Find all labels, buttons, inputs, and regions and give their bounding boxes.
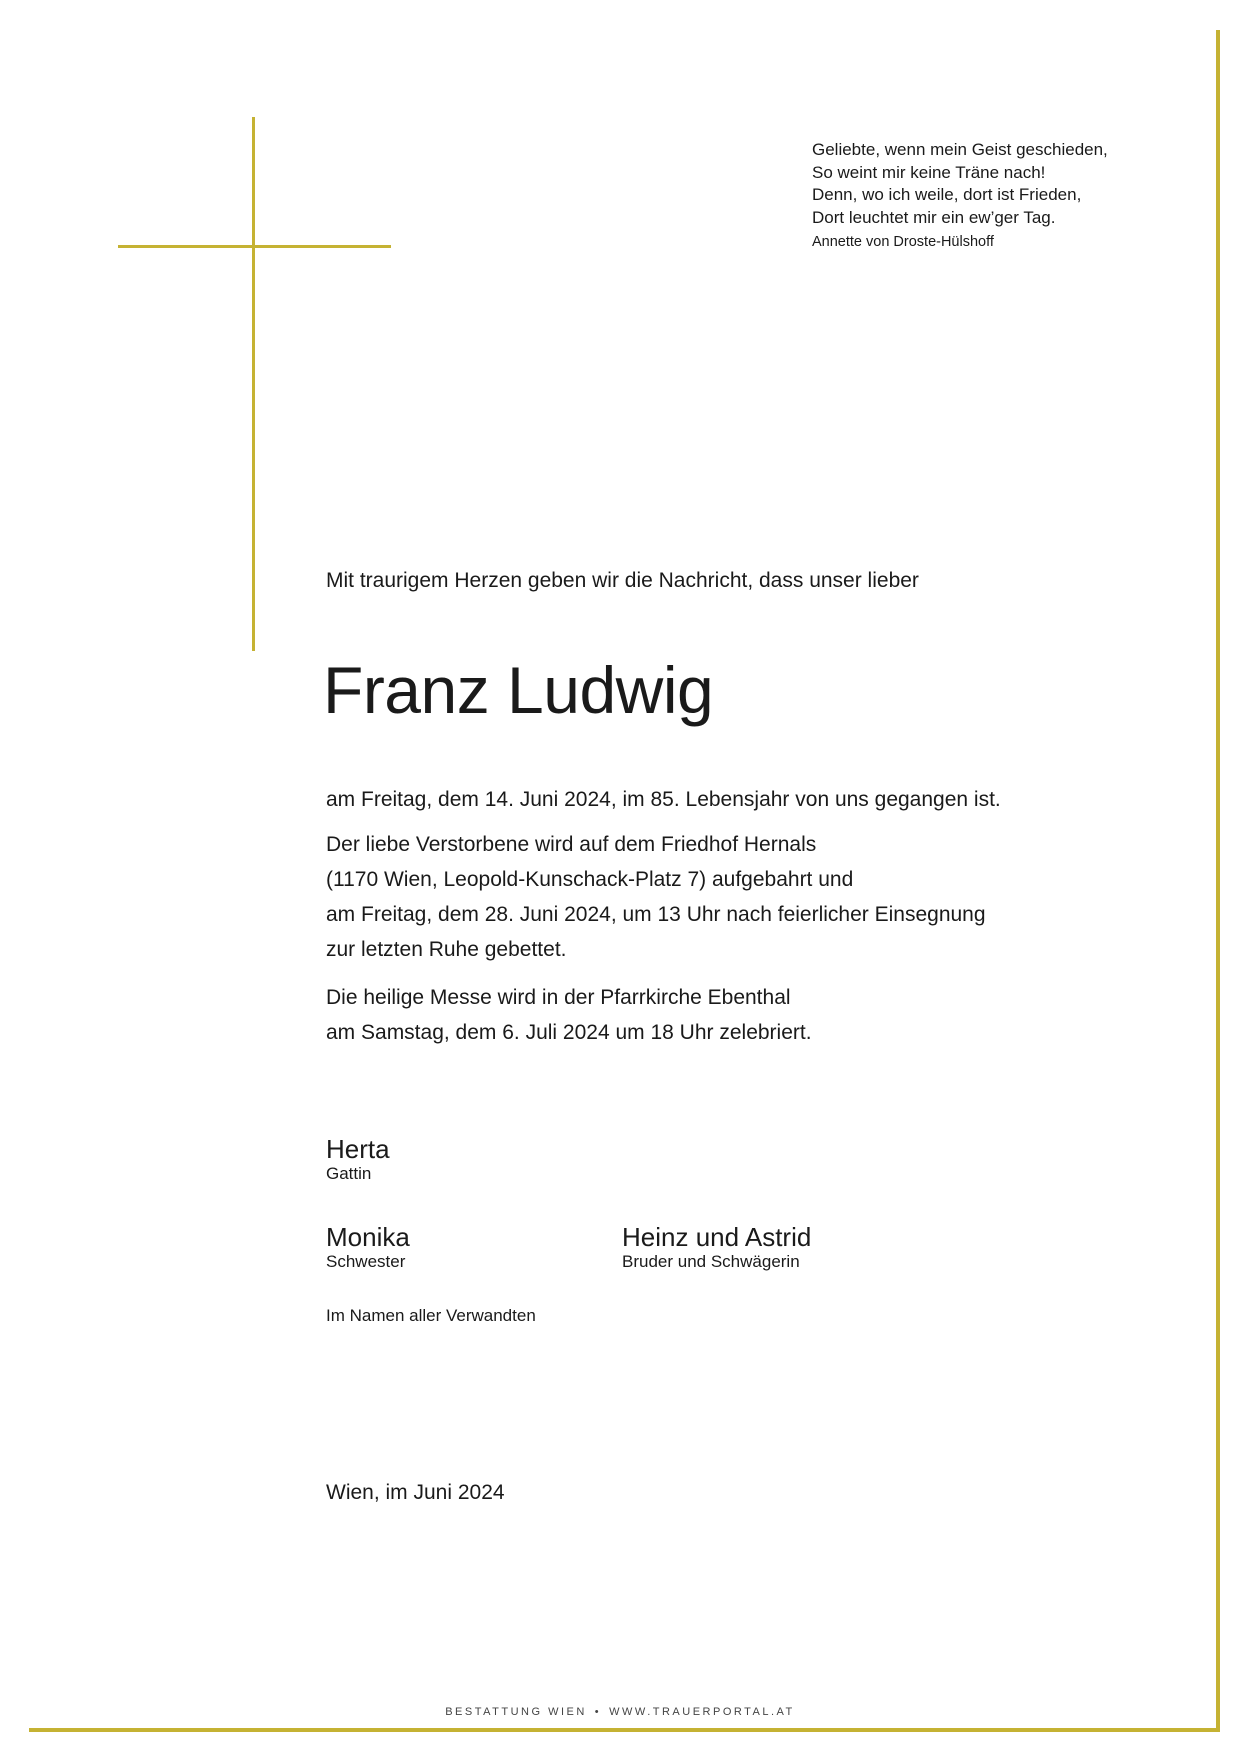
mourner-name: Heinz und Astrid [622,1222,812,1252]
mourner [622,1222,811,1272]
mourner [326,1222,410,1272]
mourner-relation: Schwester [326,1252,406,1271]
death-date-paragraph [326,782,1001,817]
place-date: Wien, im Juni 2024 [326,1481,505,1504]
footer-separator: • [594,1706,602,1718]
poem-line: Geliebte, wenn mein Geist geschieden, [812,140,1108,159]
poem-line: Dort leuchtet mir ein ew’ger Tag. [812,207,1056,227]
poem-line: Denn, wo ich weile, dort ist Frieden, [812,185,1082,204]
footer-website: WWW.TRAUERPORTAL.AT [609,1706,795,1718]
text-line: am Samstag, dem 6. Juli 2024 um 18 Uhr zelebriert. [326,1021,812,1044]
deceased-name: Franz Ludwig [323,653,714,727]
mourner-relation: Bruder und Schwägerin [622,1252,800,1271]
frame-bottom-border [29,1728,1220,1732]
footer-company: BESTATTUNG WIEN [445,1706,587,1718]
announcement-intro: Mit traurigem Herzen geben wir die Nachricht, dass unser lieber [326,569,919,592]
mourner-name: Herta [326,1134,390,1164]
text-line: Die heilige Messe wird in der Pfarrkirche Ebenthal [326,986,791,1009]
poem-author: Annette von Droste-Hülshoff [812,234,994,250]
mourner-name: Monika [326,1222,410,1252]
poem [812,139,1108,254]
text-line: am Freitag, dem 14. Juni 2024, im 85. Lebensjahr von uns gegangen ist. [326,788,1001,811]
frame-right-border [1216,30,1220,1732]
footer [0,1706,1240,1718]
text-line: zur letzten Ruhe gebettet. [326,938,567,961]
poem-line: So weint mir keine Träne nach! [812,162,1046,182]
mourner [326,1134,390,1184]
text-line: Der liebe Verstorbene wird auf dem Friedhof Hernals [326,833,817,856]
cross-horizontal-bar [118,245,391,248]
mourner-relation: Gattin [326,1164,372,1183]
text-line: (1170 Wien, Leopold-Kunschack-Platz 7) aufgebahrt und [326,868,854,891]
funeral-paragraph [326,827,986,967]
cross-vertical-bar [252,117,255,651]
mass-paragraph [326,980,812,1050]
text-line: am Freitag, dem 28. Juni 2024, um 13 Uhr nach feierlicher Einsegnung [326,903,986,926]
relatives-note: Im Namen aller Verwandten [326,1306,536,1325]
